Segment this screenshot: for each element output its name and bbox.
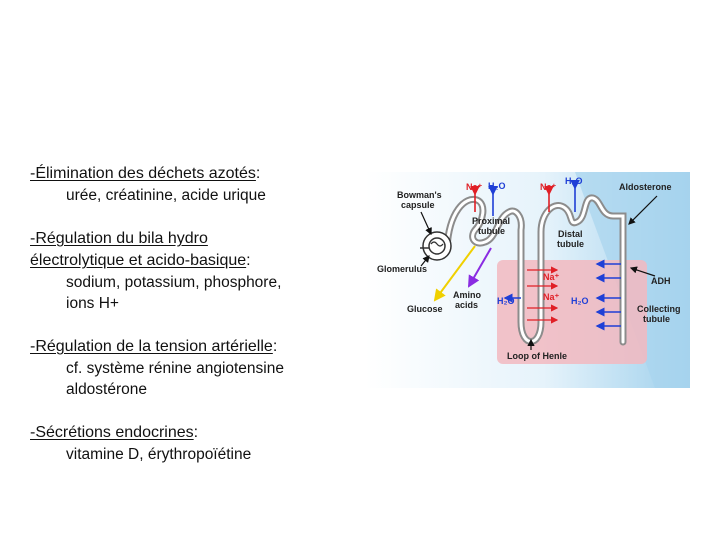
heading-colon: : — [272, 338, 278, 355]
section-detail: cf. système rénine angiotensine — [66, 360, 284, 377]
glucose-label: Glucose — [407, 304, 443, 314]
text-block — [30, 163, 360, 487]
nephron-diagram — [365, 172, 690, 388]
section-endocrine — [30, 422, 360, 465]
heading-underlined: -Sécrétions endocrines — [30, 424, 194, 441]
aldosterone-label: Aldosterone — [619, 182, 672, 192]
bowmans-capsule-label: Bowman's — [397, 190, 442, 200]
heading-underlined: -Régulation du bila hydro — [30, 230, 208, 247]
h2o-label: H₂O — [571, 296, 589, 306]
section-regulation-electrolytique — [30, 228, 360, 314]
bowmans-capsule-shape — [423, 232, 451, 260]
h2o-label: H₂O — [565, 176, 583, 186]
glomerulus-label: Glomerulus — [377, 264, 428, 274]
amino-acids-label-2: acids — [455, 300, 479, 310]
section-elimination — [30, 163, 360, 206]
proximal-tubule-label: Proximal — [472, 216, 511, 226]
section-heading-line2 — [30, 250, 360, 272]
section-heading — [30, 163, 360, 185]
amino-acids-label: Amino — [453, 290, 481, 300]
section-detail: urée, créatinine, acide urique — [66, 187, 266, 204]
collecting-tubule-label: Collecting — [637, 304, 681, 314]
heading-underlined: électrolytique et acido-basique — [30, 252, 247, 269]
heading-underlined: -Élimination des déchets azotés — [30, 165, 256, 182]
heading-colon: : — [246, 252, 251, 269]
section-detail: vitamine D, érythropoïétine — [66, 446, 252, 463]
distal-tubule-label-2: tubule — [557, 239, 584, 249]
heading-underlined: -Régulation de la tension artérielle — [30, 338, 273, 355]
bowmans-capsule-label-2: capsule — [401, 200, 435, 210]
h2o-label: H₂O — [488, 181, 506, 191]
section-heading — [30, 422, 360, 444]
distal-tubule-label: Distal — [558, 229, 583, 239]
section-tension — [30, 336, 360, 400]
na-label: Na⁺ — [543, 272, 560, 282]
loop-of-henle-label: Loop of Henle — [507, 351, 567, 361]
heading-colon: : — [255, 165, 261, 182]
collecting-tubule-label-2: tubule — [643, 314, 670, 324]
heading-colon: : — [193, 424, 199, 441]
na-label: Na⁺ — [466, 182, 483, 192]
section-detail: ions H+ — [66, 295, 119, 312]
section-heading — [30, 228, 360, 250]
nephron-diagram-svg — [365, 172, 690, 388]
section-detail: sodium, potassium, phosphore, — [66, 274, 282, 291]
section-heading — [30, 336, 360, 358]
section-detail: aldostérone — [66, 381, 148, 398]
adh-label: ADH — [651, 276, 671, 286]
proximal-tubule-label-2: tubule — [478, 226, 505, 236]
na-label: Na⁺ — [540, 182, 557, 192]
na-label: Na⁺ — [543, 292, 560, 302]
h2o-label: H₂O — [497, 296, 515, 306]
